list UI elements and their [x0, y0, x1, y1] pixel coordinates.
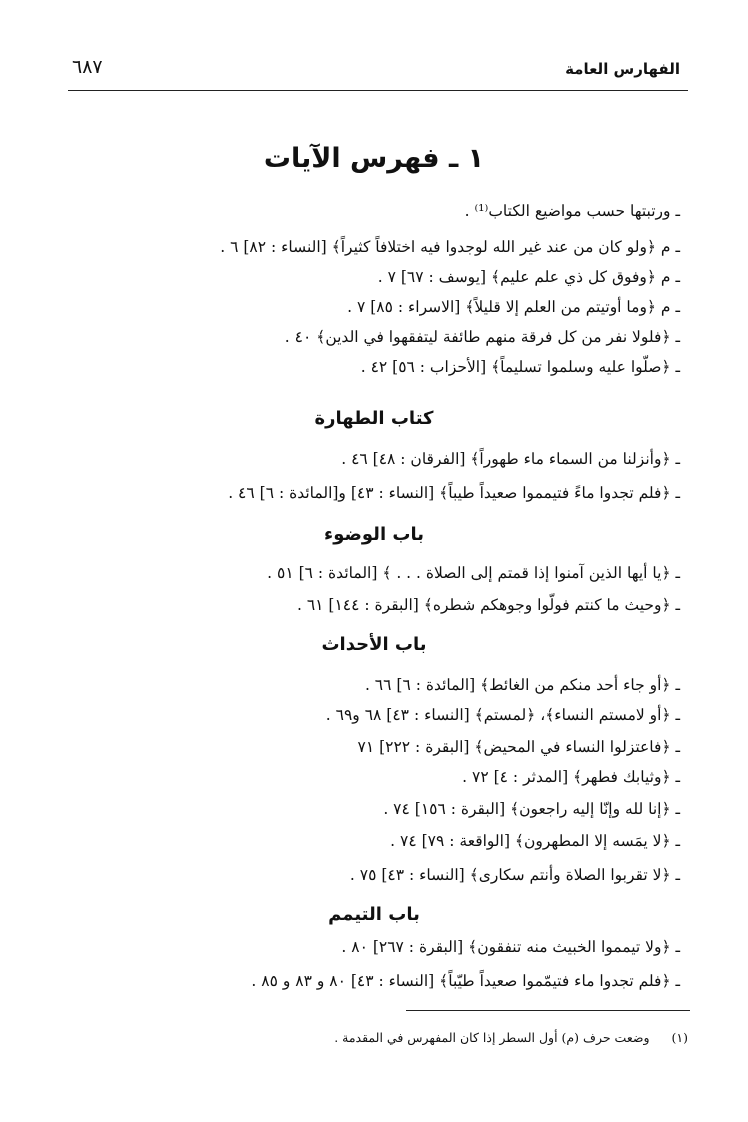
verse-entry: ـ ﴿وثيابك فطهر﴾ [المدثر : ٤] ٧٢ . — [462, 768, 680, 786]
section-heading-ahdath: باب الأحداث — [321, 634, 427, 655]
section-heading-wudu: باب الوضوء — [324, 524, 424, 545]
header-divider — [68, 90, 688, 91]
verse-entry: ـ ﴿فلولا نفر من كل فرقة منهم طائفة ليتفقهوا في الدين﴾ ٤٠ . — [284, 328, 680, 346]
verse-entry: ـ ﴿لا تقربوا الصلاة وأنتم سكارى﴾ [النساء : ٤٣] ٧٥ . — [349, 866, 680, 884]
verse-entry: ـ ﴿صلّوا عليه وسلموا تسليماً﴾ [الأحزاب : ٥٦] ٤٢ . — [360, 358, 680, 376]
index-title: ١ ـ فهرس الآيات — [263, 143, 485, 174]
footnote — [334, 1030, 688, 1045]
verse-entry: ـ ﴿فاعتزلوا النساء في المحيض﴾ [البقرة : ٢٢٢] ٧١ — [357, 738, 680, 756]
section-heading-tayammum: باب التيمم — [328, 904, 420, 925]
section-heading-tahara: كتاب الطهارة — [314, 408, 434, 429]
verse-entry: ـ ﴿فلم تجدوا ماءً فتيمموا صعيداً طيباً﴾ [النساء : ٤٣] و[المائدة : ٦] ٤٦ . — [228, 484, 680, 502]
footnote-divider — [406, 1010, 690, 1011]
verse-entry: ـ ﴿فلم تجدوا ماء فتيمّموا صعيداً طيّباً﴾ [النساء : ٤٣] ٨٠ و ٨٣ و ٨٥ . — [251, 972, 680, 990]
verse-entry: ـ م ﴿ولو كان من عند غير الله لوجدوا فيه اختلافاً كثيراً﴾ [النساء : ٨٢] ٦ . — [220, 238, 680, 256]
verse-entry: ـ ﴿أو لامستم النساء﴾، ﴿لمستم﴾ [النساء : ٤٣] ٦٨ و٦٩ . — [325, 706, 680, 724]
running-header-title: الفهارس العامة — [565, 60, 680, 78]
footnote-text: وضعت حرف (م) أول السطر إذا كان المفهرس في المقدمة . — [334, 1030, 650, 1045]
verse-entry: ـ ﴿ولا تيمموا الخبيث منه تنفقون﴾ [البقرة : ٢٦٧] ٨٠ . — [341, 938, 680, 956]
footnote-number: (١) — [671, 1030, 688, 1045]
verse-entry: ـ ﴿يا أيها الذين آمنوا إذا قمتم إلى الصلاة . . . ﴾ [المائدة : ٦] ٥١ . — [267, 564, 680, 582]
page-number: ٦٨٧ — [72, 56, 103, 78]
intro-line: ـ ورتبتها حسب مواضيع الكتاب⁽¹⁾ . — [464, 202, 680, 220]
verse-entry: ـ ﴿وأنزلنا من السماء ماء طهوراً﴾ [الفرقان : ٤٨] ٤٦ . — [341, 450, 680, 468]
verse-entry: ـ ﴿لا يمَسه إلا المطهرون﴾ [الواقعة : ٧٩] ٧٤ . — [390, 832, 680, 850]
verse-entry: ـ م ﴿وما أوتيتم من العلم إلا قليلاً﴾ [الاسراء : ٨٥] ٧ . — [347, 298, 680, 316]
verse-entry: ـ م ﴿وفوق كل ذي علم عليم﴾ [يوسف : ٦٧] ٧ . — [377, 268, 680, 286]
verse-entry: ـ ﴿إنا لله وإنّا إليه راجعون﴾ [البقرة : ١٥٦] ٧٤ . — [383, 800, 680, 818]
verse-entry: ـ ﴿أو جاء أحد منكم من الغائط﴾ [المائدة : ٦] ٦٦ . — [364, 676, 680, 694]
verse-entry: ـ ﴿وحيث ما كنتم فولّوا وجوهكم شطره﴾ [البقرة : ١٤٤] ٦١ . — [296, 596, 680, 614]
